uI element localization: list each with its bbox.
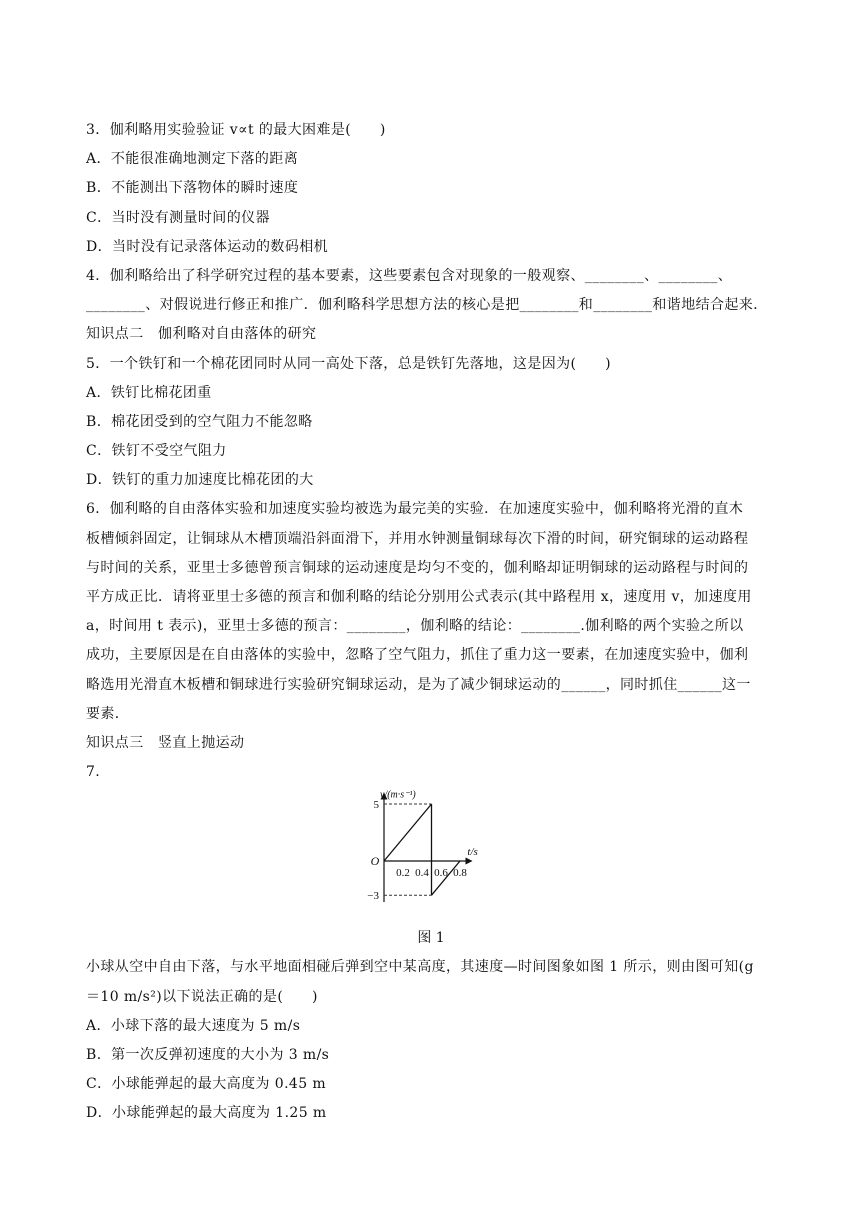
q6-line-1: 6．伽利略的自由落体实验和加速度实验均被选为最完美的实验．在加速度实验中，伽利略将光滑的直木 xyxy=(86,501,744,518)
q3-option-b: B．不能测出下落物体的瞬时速度 xyxy=(86,180,299,197)
x-axis-label: t/s xyxy=(467,846,478,859)
section-heading-2: 知识点二 伽利略对自由落体的研究 xyxy=(86,326,317,343)
q3-option-a: A．不能很准确地测定下落的距离 xyxy=(86,151,299,168)
q6-line-3: 与时间的关系，亚里士多德曾预言铜球的运动速度是均匀不变的，伽利略却证明铜球的运动路程与时间的 xyxy=(86,559,749,576)
q3-option-c: C．当时没有测量时间的仪器 xyxy=(86,209,270,226)
q6-line-7: 略选用光滑直木板槽和铜球进行实验研究铜球运动，是为了减少铜球运动的______，同时抓住______这一 xyxy=(86,676,751,693)
y-tick-label-5: 5 xyxy=(373,799,379,812)
q5-option-c: C．铁钉不受空气阻力 xyxy=(86,443,227,460)
q7-number: 7. xyxy=(86,764,101,781)
y-tick-label-neg3: −3 xyxy=(367,890,379,903)
q3-option-d: D．当时没有记录落体运动的数码相机 xyxy=(86,238,329,255)
q5-stem: 5．一个铁钉和一个棉花团同时从同一高处下落，总是铁钉先落地，这是因为( ) xyxy=(86,355,612,372)
q4-line-1: 4．伽利略给出了科学研究过程的基本要素，这些要素包含对现象的一般观察、________、________、 xyxy=(86,267,733,284)
q5-option-b: B．棉花团受到的空气阻力不能忽略 xyxy=(86,413,313,430)
section-heading-3: 知识点三 竖直上抛运动 xyxy=(86,734,245,751)
q6-line-4: 平方成正比．请将亚里士多德的预言和伽利略的结论分别用公式表示(其中路程用 x，速度用 v，加速度用 xyxy=(86,589,752,605)
q7-option-a: A．小球下落的最大速度为 5 m/s xyxy=(86,1017,301,1034)
y-axis-label: v/(m·s⁻¹) xyxy=(380,790,416,802)
origin-label: O xyxy=(370,854,380,869)
q6-line-6: 成功，主要原因是在自由落体的实验中，忽略了空气阻力，抓住了重力这一要素，在加速度实验中，伽利 xyxy=(86,647,749,664)
q6-line-8: 要素． xyxy=(86,705,130,722)
q7-option-d: D．小球能弹起的最大高度为 1.25 m xyxy=(86,1105,327,1122)
q6-line-2: 板槽倾斜固定，让铜球从木槽顶端沿斜面滑下，并用水钟测量铜球每次下滑的时间，研究铜球的运动路程 xyxy=(86,530,749,547)
x-tick-label-0-2: 0.2 xyxy=(396,867,410,880)
velocity-time-figure xyxy=(86,787,776,923)
q7-option-b: B．第一次反弹初速度的大小为 3 m/s xyxy=(86,1046,330,1063)
x-tick-label-0-4: 0.4 xyxy=(415,867,429,880)
q3-stem: 3．伽利略用实验验证 v∝t 的最大困难是( ) xyxy=(86,122,386,138)
x-tick-label-0-6: 0.6 xyxy=(434,867,448,880)
q7-option-c: C．小球能弹起的最大高度为 0.45 m xyxy=(86,1076,327,1093)
q5-option-a: A．铁钉比棉花团重 xyxy=(86,384,212,401)
series-segment-1 xyxy=(384,804,432,861)
q7-stem-line-2: ＝10 m/s²)以下说法正确的是( ) xyxy=(86,988,318,1005)
q5-option-d: D．铁钉的重力加速度比棉花团的大 xyxy=(86,472,314,489)
q4-line-2: ________、对假说进行修正和推广．伽利略科学思想方法的核心是把________和________和谐地结合起来． xyxy=(86,297,768,314)
figure-caption: 图 1 xyxy=(417,930,445,947)
velocity-time-chart xyxy=(86,787,776,923)
x-tick-label-0-8: 0.8 xyxy=(453,867,467,880)
q6-line-5: a，时间用 t 表示)，亚里士多德的预言：________，伽利略的结论：________.伽利略的两个实验之所以 xyxy=(86,618,744,635)
document-page xyxy=(86,116,776,1128)
q7-stem-line-1: 小球从空中自由下落，与水平地面相碰后弹到空中某高度，其速度—时间图象如图 1 所示，则由图可知(g xyxy=(86,959,754,976)
